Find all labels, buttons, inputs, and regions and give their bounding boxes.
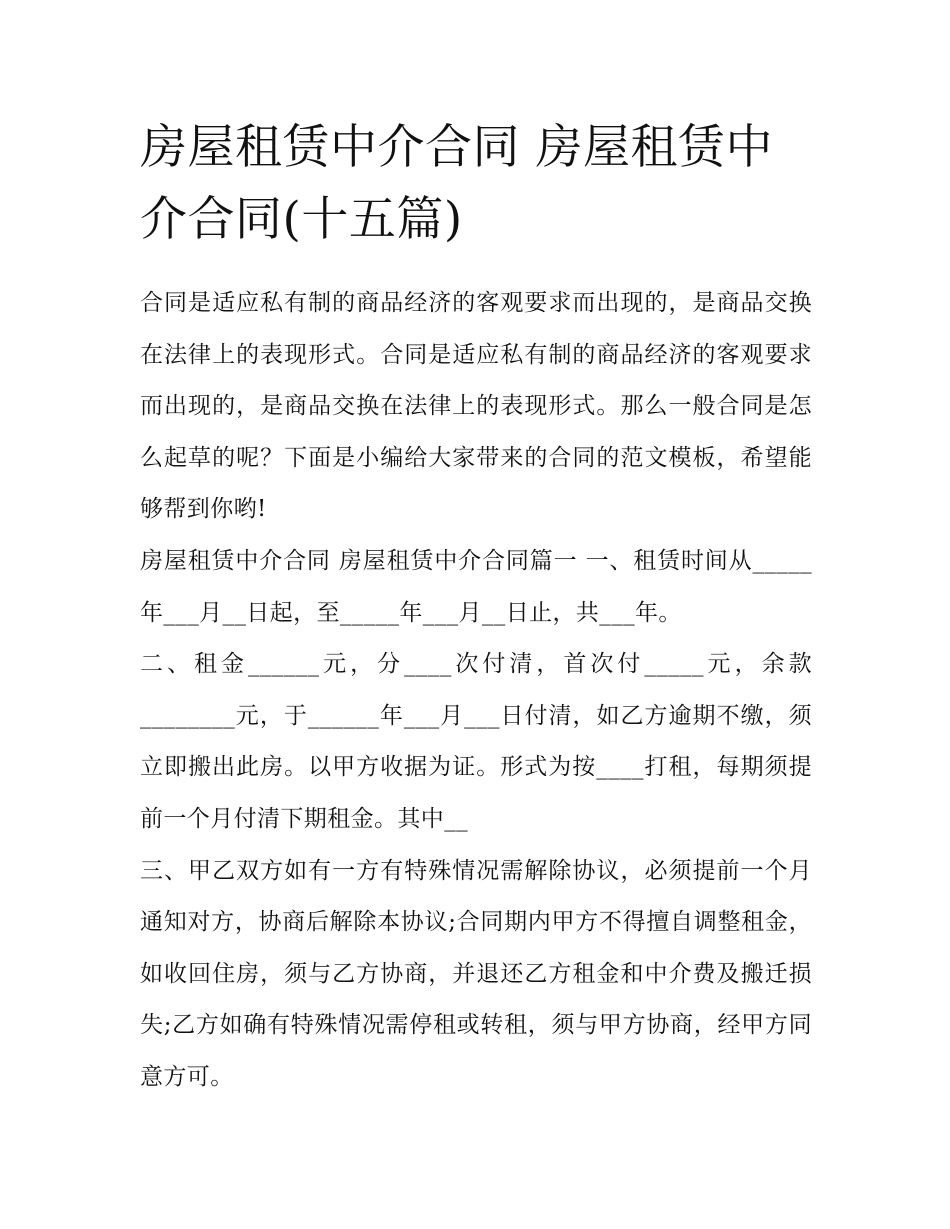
intro-paragraph: 合同是适应私有制的商品经济的客观要求而出现的，是商品交换在法律上的表现形式。合同是适应私有制的商品经济的客观要求而出现的，是商品交换在法律上的表现形式。那么一般合同是怎么起草的呢？下面是小编给大家带来的合同的范文模板，希望能够帮到你哟! [140, 290, 812, 523]
clause-rental-period: 房屋租赁中介合同 房屋租赁中介合同篇一 一、租赁时间从_____年___月__日起，至_____年___月__日止，共___年。 [140, 547, 812, 626]
document-body [140, 112, 812, 1104]
clause-rent-payment: 二、租金______元，分____次付清，首次付_____元，余款________元，于______年___月___日付清，如乙方逾期不缴，须立即搬出此房。以甲方收据为证。形式为按____打租，每期须提前一个月付清下期租金。其中__ [140, 651, 812, 832]
document-title: 房屋租赁中介合同 房屋租赁中介合同(十五篇) [140, 120, 773, 247]
clause-termination: 三、甲乙双方如有一方有特殊情况需解除协议，必须提前一个月通知对方，协商后解除本协议;合同期内甲方不得擅自调整租金，如收回住房，须与乙方协商，并退还乙方租金和中介费及搬迁损失;乙方如确有特殊情况需停租或转租，须与甲方协商，经甲方同意方可。 [140, 857, 812, 1090]
